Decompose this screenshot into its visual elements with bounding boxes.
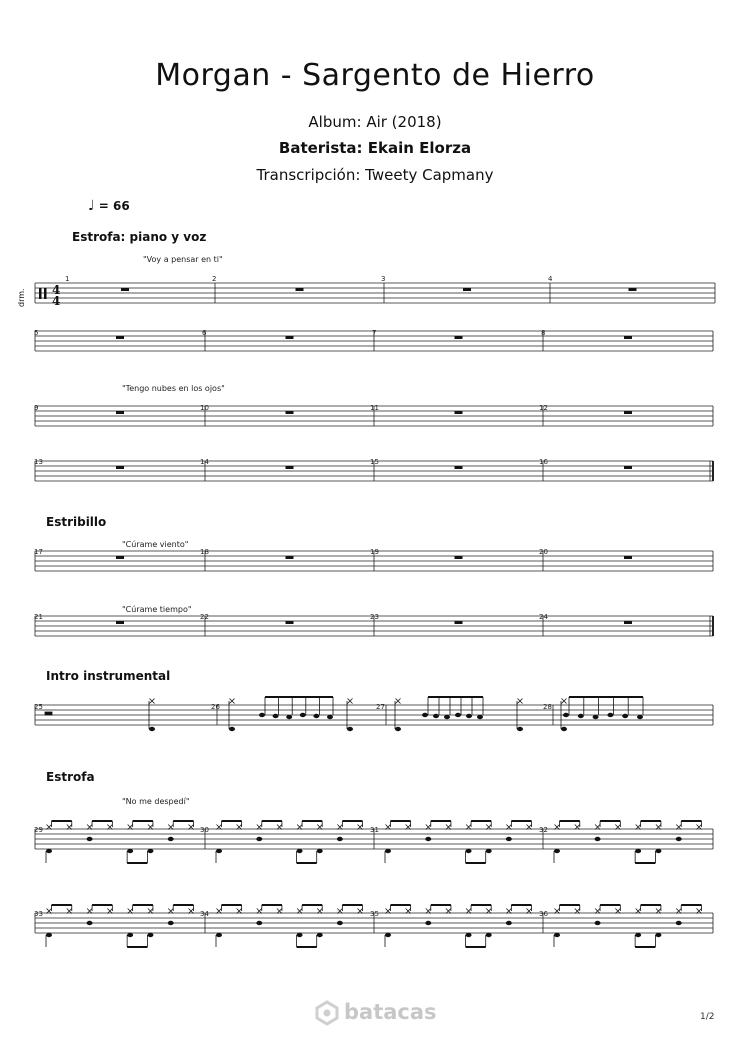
measure-number: 12 — [539, 404, 548, 412]
beam — [635, 946, 655, 948]
drum-note — [466, 714, 472, 718]
drum-note — [563, 713, 569, 717]
beam — [511, 904, 531, 906]
measure-number: 32 — [539, 826, 548, 834]
beam — [431, 820, 451, 822]
measure-number: 23 — [370, 613, 379, 621]
drum-note — [256, 921, 262, 925]
tempo-value: = 66 — [98, 199, 130, 213]
drum-note — [486, 933, 492, 937]
whole-rest — [455, 336, 463, 339]
drum-note — [466, 849, 472, 853]
drum-note — [337, 921, 343, 925]
drum-note — [637, 715, 643, 719]
measure-number: 18 — [200, 548, 209, 556]
drum-note — [561, 727, 567, 731]
page-number: 1/2 — [700, 1012, 715, 1022]
cymbal-note — [230, 699, 235, 704]
measure-number: 31 — [370, 826, 379, 834]
measure-number: 21 — [34, 613, 43, 621]
drum-note — [486, 849, 492, 853]
drum-note — [455, 713, 461, 717]
drum-note — [385, 849, 391, 853]
transcription-credit: Transcripción: Tweety Capmany — [256, 166, 494, 184]
drum-note — [297, 849, 303, 853]
whole-rest — [624, 411, 632, 414]
measure-number: 30 — [200, 826, 209, 834]
measure-number: 36 — [539, 910, 548, 918]
drum-note — [147, 849, 153, 853]
drum-note — [676, 921, 682, 925]
whole-rest — [455, 556, 463, 559]
beam — [600, 820, 620, 822]
drum-note — [466, 933, 472, 937]
beam — [133, 820, 153, 822]
beam — [133, 904, 153, 906]
beam — [471, 904, 491, 906]
beam — [297, 862, 317, 864]
beam — [52, 904, 72, 906]
brand-name: batacas — [344, 1000, 437, 1024]
measure-number: 28 — [543, 703, 552, 711]
whole-rest — [624, 621, 632, 624]
measure-number: 34 — [200, 910, 209, 918]
drum-note — [347, 727, 353, 731]
drum-note — [655, 849, 661, 853]
measure-number: 7 — [372, 329, 377, 337]
beam — [52, 820, 72, 822]
drum-note — [300, 713, 306, 717]
beam — [600, 904, 620, 906]
measure-number: 3 — [381, 275, 386, 283]
whole-rest — [624, 466, 632, 469]
drum-note — [317, 849, 323, 853]
measure-number: 6 — [202, 329, 207, 337]
measure-number: 22 — [200, 613, 209, 621]
drum-note — [444, 715, 450, 719]
cymbal-note — [150, 699, 155, 704]
beam — [262, 820, 282, 822]
svg-text:4: 4 — [52, 294, 61, 308]
beam — [635, 862, 655, 864]
cymbal-note — [562, 699, 567, 704]
percussion-clef — [39, 288, 47, 299]
drum-note — [317, 933, 323, 937]
beam — [127, 862, 147, 864]
drum-note — [46, 849, 52, 853]
measure-number: 5 — [34, 329, 39, 337]
measure-number: 15 — [370, 458, 379, 466]
measure-number: 9 — [34, 404, 39, 412]
drum-note — [327, 715, 333, 719]
cymbal-note — [518, 699, 523, 704]
beam — [92, 820, 112, 822]
drum-note — [168, 921, 174, 925]
drum-note — [46, 933, 52, 937]
drum-note — [477, 715, 483, 719]
drum-note — [635, 849, 641, 853]
drum-note — [149, 727, 155, 731]
drum-note — [506, 921, 512, 925]
whole-rest — [121, 288, 129, 291]
batacas-logo-icon — [314, 1000, 340, 1030]
whole-rest — [455, 466, 463, 469]
beam — [342, 904, 362, 906]
beam — [431, 904, 451, 906]
beam — [222, 904, 242, 906]
drum-note — [554, 849, 560, 853]
whole-rest — [455, 621, 463, 624]
measure-number: 14 — [200, 458, 209, 466]
whole-rest — [286, 621, 294, 624]
drum-note — [517, 727, 523, 731]
drum-note — [229, 727, 235, 731]
beam — [302, 904, 322, 906]
measure-number: 20 — [539, 548, 548, 556]
drum-note — [313, 714, 319, 718]
whole-rest — [624, 336, 632, 339]
drum-note — [385, 933, 391, 937]
drum-note — [635, 933, 641, 937]
measure-number: 11 — [370, 404, 379, 412]
measure-number: 19 — [370, 548, 379, 556]
beam — [681, 820, 701, 822]
beam — [265, 696, 333, 698]
beam — [569, 696, 643, 698]
beam — [342, 820, 362, 822]
drum-note — [127, 849, 133, 853]
whole-rest — [286, 556, 294, 559]
drum-note — [425, 837, 431, 841]
final-barline-thick — [712, 616, 714, 636]
measure-number: 1 — [65, 275, 70, 283]
measure-number: 4 — [548, 275, 553, 283]
lyric-cue: "No me despedí" — [122, 797, 190, 806]
beam — [560, 904, 580, 906]
beam — [466, 862, 486, 864]
beam — [641, 820, 661, 822]
lyric-cue: "Voy a pensar en ti" — [143, 255, 223, 264]
cymbal-note — [396, 699, 401, 704]
staff-lines — [35, 283, 715, 933]
beam — [471, 820, 491, 822]
lyric-cue: "Cúrame tiempo" — [122, 605, 192, 614]
whole-rest — [286, 411, 294, 414]
drum-note — [297, 933, 303, 937]
quarter-note-icon: ♩ — [88, 198, 95, 214]
drum-note — [216, 933, 222, 937]
whole-rest — [463, 288, 471, 291]
album-info: Album: Air (2018) — [308, 113, 442, 131]
beam — [560, 820, 580, 822]
section-intro-instrumental: Intro instrumental — [46, 669, 171, 683]
beam — [173, 904, 193, 906]
measure-number: 35 — [370, 910, 379, 918]
measure-number: 26 — [211, 703, 220, 711]
measure-number: 2 — [212, 275, 217, 283]
lyric-cue: "Cúrame viento" — [122, 540, 189, 549]
measure-number: 17 — [34, 548, 43, 556]
whole-rest — [296, 288, 304, 291]
drum-note — [425, 921, 431, 925]
beam — [466, 946, 486, 948]
drum-note — [595, 837, 601, 841]
measure-number: 8 — [541, 329, 546, 337]
drum-note — [127, 933, 133, 937]
section-estrofa-piano: Estrofa: piano y voz — [72, 230, 207, 244]
measure-number: 10 — [200, 404, 209, 412]
drum-note — [286, 715, 292, 719]
drum-note — [506, 837, 512, 841]
whole-rest — [455, 411, 463, 414]
drum-note — [259, 713, 265, 717]
beam — [297, 946, 317, 948]
whole-rest — [286, 466, 294, 469]
beam — [681, 904, 701, 906]
beam — [222, 820, 242, 822]
beam — [127, 946, 147, 948]
drum-note — [337, 837, 343, 841]
whole-rest — [116, 336, 124, 339]
measure-number: 13 — [34, 458, 43, 466]
drum-note — [622, 714, 628, 718]
drum-note — [216, 849, 222, 853]
measure-number: 16 — [539, 458, 548, 466]
whole-rest — [116, 556, 124, 559]
whole-rest — [624, 556, 632, 559]
beam — [428, 696, 483, 698]
measure-number: 25 — [34, 703, 43, 711]
drum-note — [168, 837, 174, 841]
drum-note — [147, 933, 153, 937]
drum-note — [578, 714, 584, 718]
beam — [92, 904, 112, 906]
drum-note — [433, 714, 439, 718]
half-rest — [45, 712, 52, 715]
drum-note — [87, 921, 93, 925]
drum-note — [395, 727, 401, 731]
whole-rests — [116, 288, 637, 624]
drum-note — [607, 713, 613, 717]
svg-text:4: 4 — [52, 283, 61, 297]
beam — [511, 820, 531, 822]
section-estrofa: Estrofa — [46, 770, 95, 784]
cymbal-note — [348, 699, 353, 704]
measure-number: 33 — [34, 910, 43, 918]
whole-rest — [116, 466, 124, 469]
whole-rest — [116, 621, 124, 624]
drum-note — [676, 837, 682, 841]
instrument-label: drm. — [17, 288, 26, 307]
drum-note — [593, 715, 599, 719]
drummer-info: Baterista: Ekain Elorza — [278, 139, 472, 157]
beam — [262, 904, 282, 906]
drum-note — [87, 837, 93, 841]
drum-note — [422, 713, 428, 717]
whole-rest — [629, 288, 637, 291]
beam — [641, 904, 661, 906]
song-title: Morgan - Sargento de Hierro — [155, 58, 595, 93]
measure-number: 24 — [539, 613, 548, 621]
measure-number: 29 — [34, 826, 43, 834]
whole-rest — [286, 336, 294, 339]
lyric-cue: "Tengo nubes en los ojos" — [122, 384, 225, 393]
drum-note — [273, 714, 279, 718]
measure-number: 27 — [376, 703, 385, 711]
drum-note — [595, 921, 601, 925]
beam — [391, 820, 411, 822]
drum-notes — [45, 696, 702, 948]
beam — [302, 820, 322, 822]
final-barline-thick — [712, 461, 714, 481]
time-signature — [52, 283, 60, 308]
drum-note — [554, 933, 560, 937]
whole-rest — [116, 411, 124, 414]
drum-note — [256, 837, 262, 841]
beam — [173, 820, 193, 822]
drum-note — [655, 933, 661, 937]
beam — [391, 904, 411, 906]
section-estribillo: Estribillo — [46, 515, 107, 529]
